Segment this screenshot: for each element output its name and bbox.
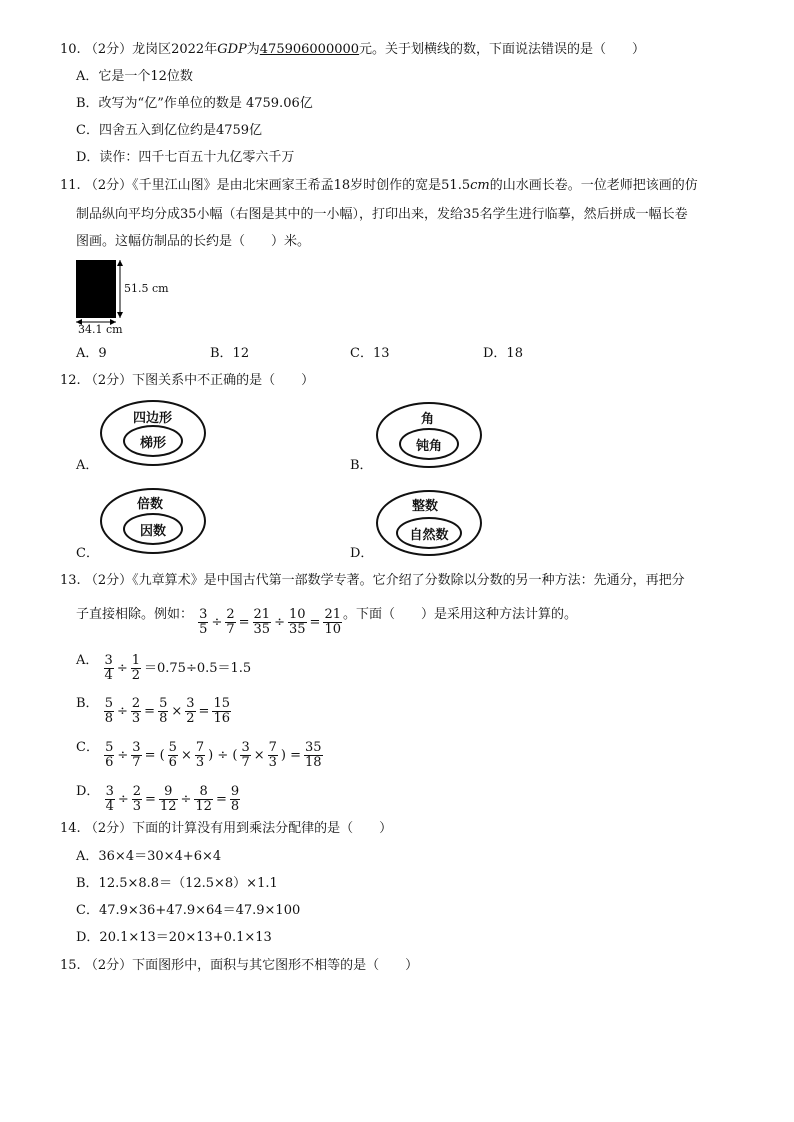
denominator: 3 — [268, 755, 277, 770]
operator: × — [253, 747, 265, 763]
q10-option-c: C．四舍五入到亿位约是4759亿 — [76, 123, 263, 138]
q10-option-d: D．读作：四千七百五十九亿零六千万 — [76, 150, 295, 165]
operator: = — [238, 614, 250, 630]
operator: = ( — [144, 747, 165, 763]
denominator: 8 — [159, 711, 168, 726]
numerator: 15 — [213, 696, 230, 711]
numerator: 2 — [131, 696, 141, 711]
operator: = — [144, 703, 156, 719]
expression-rest: ＝0.75÷0.5＝1.5 — [144, 660, 252, 676]
numerator: 7 — [195, 740, 205, 755]
denominator: 10 — [324, 622, 341, 637]
denominator: 35 — [253, 622, 271, 637]
option-label: B． — [76, 696, 99, 711]
height-label: 51.5 cm — [124, 282, 169, 295]
operator: ÷ — [116, 703, 128, 719]
q12-diagram-d — [376, 490, 482, 556]
numerator: 5 — [168, 740, 177, 755]
option-label: A． — [76, 653, 99, 668]
q12-diagram-c — [100, 488, 206, 554]
q10-text-post: 元。关于划横线的数，下面说法错误的是（ ） — [359, 42, 646, 57]
q13-text-b: 。下面（ ）是采用这种方法计算的。 — [342, 607, 577, 622]
numerator: 35 — [305, 740, 322, 755]
q13-text-a: 子直接相除。例如： — [76, 607, 194, 622]
outer-label: 倍数 — [137, 497, 164, 512]
option-label: C． — [76, 740, 99, 755]
numerator: 2 — [132, 784, 142, 799]
fraction — [194, 785, 213, 814]
denominator: 4 — [105, 799, 114, 814]
numerator: 10 — [288, 607, 306, 622]
fraction — [104, 741, 114, 770]
outer-label: 角 — [421, 412, 435, 427]
denominator: 6 — [168, 755, 177, 770]
denominator: 8 — [104, 711, 113, 726]
fraction — [212, 697, 231, 726]
q10-number: 10. — [60, 42, 81, 57]
numerator: 7 — [268, 740, 277, 755]
q14-option-a: A．36×4＝30×4+6×4 — [76, 849, 222, 864]
fraction — [195, 741, 205, 770]
denominator: 2 — [131, 668, 140, 683]
q13-option-c — [76, 731, 324, 773]
numerator: 5 — [159, 696, 168, 711]
fraction — [168, 741, 178, 770]
outer-label: 四边形 — [133, 411, 173, 426]
denominator: 3 — [131, 711, 141, 726]
denominator: 12 — [195, 799, 212, 814]
q12-option-a-label: A． — [76, 458, 99, 473]
q13-stem-line1 — [60, 571, 685, 591]
denominator: 35 — [288, 622, 306, 637]
fraction — [240, 741, 250, 770]
q11-option-d: D．18 — [483, 346, 523, 361]
q10-stem — [60, 40, 645, 60]
inner-ellipse: 因数 — [123, 513, 183, 545]
operator: ÷ — [211, 614, 223, 630]
q14-option-b: B．12.5×8.8＝（12.5×8）×1.1 — [76, 876, 278, 891]
q13-number: 13. — [60, 573, 81, 588]
q10-text-pre: 龙岗区2022年 — [132, 42, 218, 57]
numerator: 21 — [253, 607, 271, 622]
numerator: 5 — [104, 696, 113, 711]
fraction — [104, 697, 114, 726]
fraction — [288, 608, 307, 637]
numerator: 3 — [241, 740, 250, 755]
fraction — [158, 697, 168, 726]
fraction — [268, 741, 278, 770]
inner-ellipse: 梯形 — [123, 425, 183, 457]
q13-option-b — [76, 687, 232, 729]
q12-text: 下图关系中不正确的是（ ） — [132, 373, 315, 388]
q10-score: （2分） — [84, 42, 133, 57]
fraction — [131, 697, 141, 726]
q13-stem-line2 — [76, 598, 577, 640]
q14-option-d: D．20.1×13＝20×13+0.1×13 — [76, 930, 272, 945]
fraction — [132, 785, 142, 814]
q15-stem — [60, 956, 418, 976]
numerator: 1 — [131, 653, 140, 668]
numerator: 21 — [324, 607, 341, 622]
q11-text-a: 《千里江山图》是由北宋画家王希孟18岁时创作的宽是51.5 — [132, 178, 471, 193]
inner-ellipse: 钝角 — [399, 428, 459, 460]
operator: ÷ — [117, 791, 129, 807]
q13-example-expression — [197, 606, 343, 640]
numerator: 9 — [159, 785, 178, 800]
operator: ) = — [280, 747, 302, 763]
q15-number: 15. — [60, 958, 81, 973]
q13-score: （2分） — [84, 573, 133, 588]
denominator: 6 — [105, 755, 114, 770]
q10-text-mid: 为 — [246, 42, 260, 57]
q11-stem-line3: 图画。这幅仿制品的长约是（ ）米。 — [76, 234, 311, 249]
fraction — [198, 608, 208, 637]
q10-underlined-number: 475906000000 — [259, 42, 360, 57]
denominator: 8 — [230, 799, 240, 814]
operator: ÷ — [117, 747, 129, 763]
q11-option-b: B．12 — [210, 346, 250, 361]
operator: ÷ — [180, 791, 192, 807]
fraction — [230, 785, 240, 814]
q13-option-d — [76, 775, 241, 817]
q11-option-a: A．9 — [76, 346, 107, 361]
numerator: 2 — [226, 607, 235, 622]
fraction — [225, 608, 235, 637]
q12-diagram-a — [100, 400, 206, 466]
operator: = — [309, 614, 321, 630]
denominator: 16 — [213, 711, 230, 726]
q14-number: 14. — [60, 821, 81, 836]
fraction — [253, 608, 272, 637]
fraction — [323, 608, 342, 637]
numerator: 3 — [105, 784, 114, 799]
q15-text: 下面图形中，面积与其它图形不相等的是（ ） — [132, 958, 419, 973]
denominator: 3 — [195, 755, 205, 770]
q15-score: （2分） — [84, 958, 133, 973]
operator: × — [171, 703, 183, 719]
q11-stem-line1 — [60, 176, 698, 196]
operator: = — [145, 791, 156, 807]
fraction — [105, 785, 115, 814]
q14-option-c: C．47.9×36+47.9×64＝47.9×100 — [76, 903, 301, 918]
q11-score: （2分） — [84, 178, 133, 193]
fraction — [304, 741, 323, 770]
denominator: 7 — [226, 622, 235, 637]
numerator: 3 — [104, 653, 113, 668]
q11-text-b: 的山水画长卷。一位老师把该画的仿 — [489, 178, 698, 193]
outer-label: 整数 — [412, 499, 439, 514]
operator: ÷ — [116, 660, 128, 676]
q11-option-c: C．13 — [350, 346, 390, 361]
q12-score: （2分） — [84, 373, 133, 388]
q12-option-d-label: D． — [350, 546, 374, 561]
q10-option-b: B．改写为“亿”作单位的数是 4759.06亿 — [76, 96, 313, 111]
operator: ÷ — [274, 614, 285, 630]
denominator: 2 — [186, 711, 195, 726]
numerator: 8 — [194, 785, 213, 800]
operator: = — [215, 791, 227, 807]
q10-option-a: A．它是一个12位数 — [76, 69, 193, 84]
numerator: 3 — [199, 607, 208, 622]
fraction — [185, 697, 195, 726]
q13-option-a — [76, 644, 251, 686]
denominator: 3 — [132, 799, 142, 814]
numerator: 3 — [186, 696, 195, 711]
q10-gdp: GDP — [217, 42, 247, 57]
q11-painting-figure — [74, 258, 194, 338]
width-label: 34.1 cm — [78, 323, 123, 336]
q14-text: 下面的计算没有用到乘法分配律的是（ ） — [132, 821, 393, 836]
fraction — [131, 654, 141, 683]
denominator: 7 — [132, 755, 141, 770]
fraction — [131, 741, 141, 770]
fraction — [159, 785, 178, 814]
denominator: 7 — [241, 755, 250, 770]
q14-score: （2分） — [84, 821, 133, 836]
denominator: 18 — [305, 755, 322, 770]
numerator: 5 — [105, 740, 114, 755]
fraction — [104, 654, 114, 683]
q12-option-b-label: B． — [350, 458, 373, 473]
q12-stem — [60, 371, 314, 391]
numerator: 3 — [132, 740, 141, 755]
denominator: 5 — [199, 622, 208, 637]
operator: × — [180, 747, 192, 763]
operator: ) ÷ ( — [208, 747, 238, 763]
denominator: 12 — [159, 799, 177, 814]
q12-number: 12. — [60, 373, 81, 388]
q12-diagram-b — [376, 402, 482, 468]
q11-unit-cm: cm — [470, 178, 490, 193]
denominator: 4 — [104, 668, 113, 683]
numerator: 9 — [230, 784, 240, 799]
option-label: D． — [76, 784, 100, 799]
operator: = — [198, 703, 210, 719]
q11-number: 11. — [60, 178, 81, 193]
q11-stem-line2: 制品纵向平均分成35小幅（右图是其中的一小幅），打印出来，发给35名学生进行临摹，然后拼成一幅长卷 — [76, 207, 688, 222]
q12-option-c-label: C． — [76, 546, 99, 561]
inner-ellipse: 自然数 — [396, 517, 462, 549]
q14-stem — [60, 819, 392, 839]
q13-text: 《九章算术》是中国古代第一部数学专著。它介绍了分数除以分数的另一种方法：先通分，再把分 — [132, 573, 685, 588]
